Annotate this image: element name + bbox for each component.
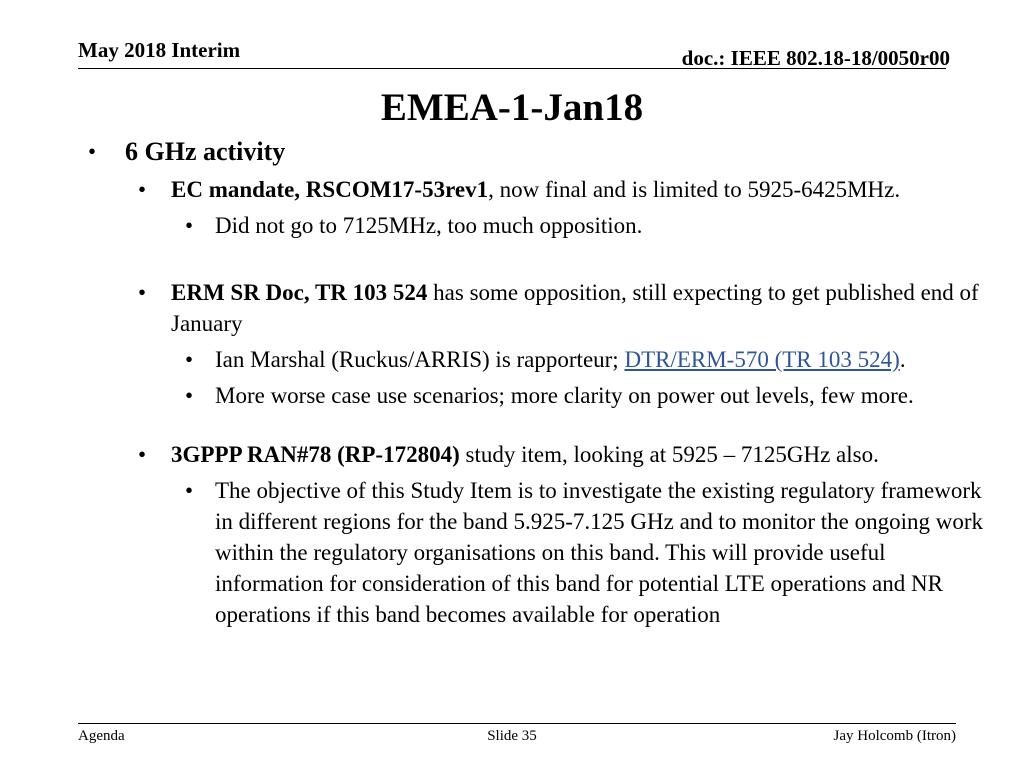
bullet-ec-sub [78, 210, 993, 241]
slide-number: Slide 35 [487, 728, 537, 744]
bullet-erm [78, 277, 993, 339]
gpp-bold-text: 3GPPP RAN#78 (RP-172804) [171, 442, 460, 467]
dtr-erm-link[interactable]: DTR/ERM-570 (TR 103 524) [624, 347, 900, 372]
slide-title: EMEA-1-Jan18 [380, 86, 644, 129]
bullet-marker: • [185, 383, 194, 408]
bullet-marker: • [185, 478, 194, 503]
bullet-marker: • [88, 139, 97, 164]
gpp-text: study item, looking at 5925 – 7125GHz also. [459, 442, 879, 467]
bullet-marker: • [138, 177, 147, 202]
header-divider [78, 68, 946, 69]
footer-left: Agenda [78, 728, 125, 744]
bullet-3gpp-sub [78, 475, 993, 630]
slide-body [78, 136, 993, 630]
header-doc-id: doc.: IEEE 802.18-18/0050r00 [681, 46, 950, 70]
erm-sub1-end: . [899, 347, 906, 372]
bullet-ec-mandate [78, 174, 993, 205]
bullet-erm-sub1 [78, 344, 993, 375]
bullet-erm-sub2 [78, 380, 993, 411]
ec-sub-text: Did not go to 7125MHz, too much opposition. [215, 213, 643, 238]
gpp-sub-text: The objective of this Study Item is to investigate the existing regulatory framework in different regions for the band 5.925-7.125 GHz and to monitor the ongoing work within the regulatory organisations on this band. This will provide useful information for consideration of this band for potential LTE operations and NR operations if this band becomes available for operation [215, 478, 984, 627]
topic-text: 6 GHz activity [125, 137, 286, 166]
erm-text: has some opposition, still expecting to get published end of January [171, 280, 979, 336]
bullet-3gpp [78, 439, 993, 470]
header-date: May 2018 Interim [78, 38, 241, 62]
erm-bold-text: ERM SR Doc, TR 103 524 [171, 280, 428, 305]
footer-author: Jay Holcomb (Itron) [833, 728, 956, 744]
footer-divider [78, 723, 956, 724]
bullet-marker: • [138, 280, 147, 305]
ec-bold-text: EC mandate, RSCOM17-53rev1 [171, 177, 489, 202]
bullet-marker: • [185, 347, 194, 372]
erm-sub2-text: More worse case use scenarios; more clarity on power out levels, few more. [215, 383, 914, 408]
erm-sub1-text: Ian Marshal (Ruckus/ARRIS) is rapporteur; [215, 347, 625, 372]
bullet-topic [78, 136, 993, 168]
bullet-marker: • [138, 442, 147, 467]
bullet-marker: • [185, 213, 194, 238]
ec-text: , now final and is limited to 5925-6425MHz. [488, 177, 901, 202]
